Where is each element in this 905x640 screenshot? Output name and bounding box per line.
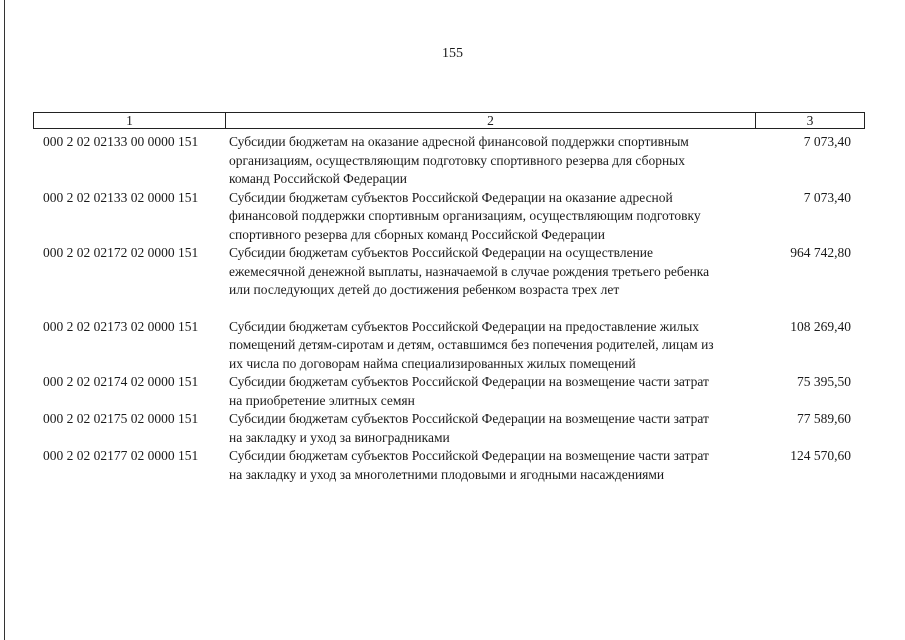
table-row <box>33 373 865 410</box>
table-row <box>33 410 865 447</box>
table-row <box>33 244 865 300</box>
budget-code: 000 2 02 02177 02 0000 151 <box>43 448 199 463</box>
scan-edge-mark <box>4 560 5 563</box>
row-amount: 7 073,40 <box>803 189 851 205</box>
budget-code: 000 2 02 02174 02 0000 151 <box>43 374 199 389</box>
row-description: Субсидии бюджетам субъектов Российской Федерации на возмещение части затрат на закладку и уход за многолетними плодовыми и ягодными насаждениями <box>229 448 709 482</box>
page-number: 155 <box>442 46 463 61</box>
table-row <box>33 133 865 189</box>
table-row <box>33 189 865 245</box>
column-header-1: 1 <box>34 113 226 128</box>
scan-edge-mark <box>4 618 5 628</box>
row-amount: 7 073,40 <box>803 134 851 149</box>
row-amount: 108 269,40 <box>790 318 851 334</box>
budget-code: 000 2 02 02175 02 0000 151 <box>43 411 199 426</box>
row-amount: 75 395,50 <box>797 374 851 389</box>
budget-code: 000 2 02 02172 02 0000 151 <box>43 245 199 260</box>
budget-code: 000 2 02 02133 00 0000 151 <box>43 134 199 149</box>
row-amount: 964 742,80 <box>790 245 851 260</box>
column-header-2: 2 <box>226 113 756 128</box>
row-description: Субсидии бюджетам на оказание адресной финансовой поддержки спортивным организациям, осуществляющим подготовку спортивного резерва для сборных команд Российской Федерации <box>229 134 689 186</box>
row-description: Субсидии бюджетам субъектов Российской Федерации на осуществление ежемесячной денежной выплаты, назначаемой в случае рождения третьего ребенка или последующих детей до достижения ребенком возраста трех лет <box>229 245 710 297</box>
left-margin-line <box>4 0 5 640</box>
row-description: Субсидии бюджетам субъектов Российской Федерации на предоставление жилых помещений детям-сиротам и детям, оставшимся без попечения родителей, лицам из их числа по договорам найма специализированных жилых помещений <box>229 318 714 371</box>
table-row <box>33 318 865 374</box>
budget-code: 000 2 02 02133 02 0000 151 <box>43 189 199 205</box>
row-description: Субсидии бюджетам субъектов Российской Федерации на возмещение части затрат на закладку и уход за виноградниками <box>229 411 709 445</box>
table-row <box>33 447 865 484</box>
row-amount: 124 570,60 <box>790 448 851 463</box>
row-description: Субсидии бюджетам субъектов Российской Федерации на оказание адресной финансовой поддержки спортивным организациям, осуществляющим подготовку спортивного резерва для сборных команд Российской Федерации <box>229 189 701 242</box>
scan-edge-mark <box>4 575 5 581</box>
table-body <box>33 133 865 484</box>
row-description: Субсидии бюджетам субъектов Российской Федерации на возмещение части затрат на приобретение элитных семян <box>229 374 709 408</box>
column-header-3: 3 <box>806 113 814 128</box>
scan-edge-mark <box>4 596 5 604</box>
row-amount: 77 589,60 <box>797 411 851 426</box>
table-header-row <box>33 112 865 129</box>
budget-code: 000 2 02 02173 02 0000 151 <box>43 318 199 334</box>
